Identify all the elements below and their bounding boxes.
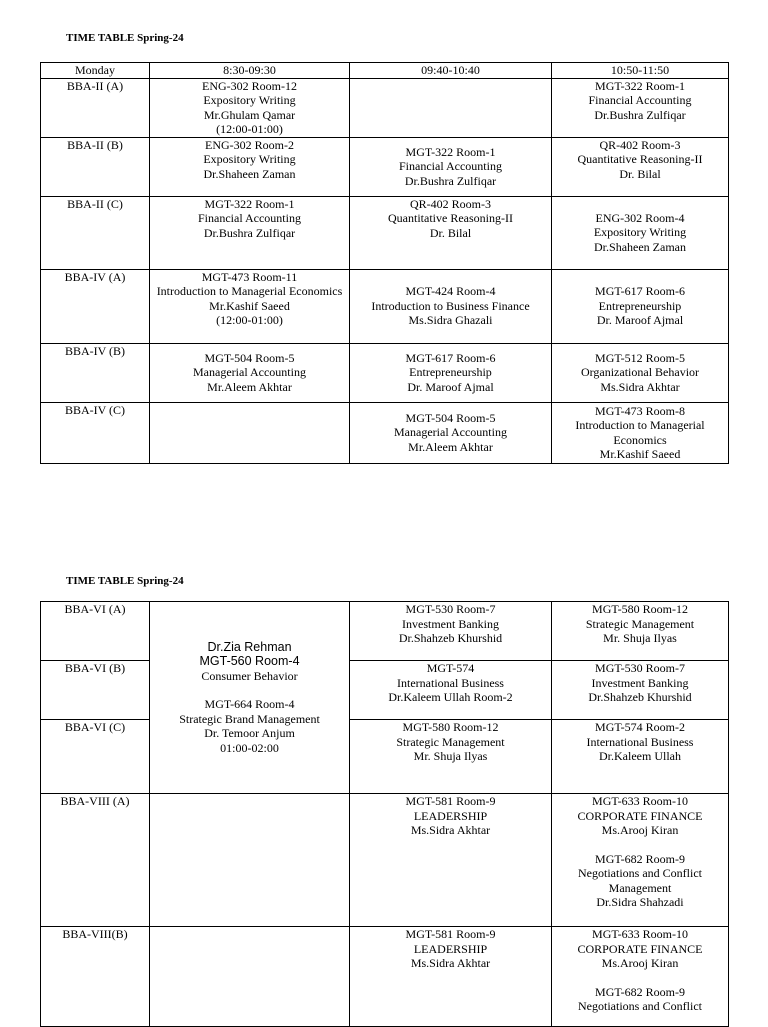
slot-cell [552,137,729,196]
slot-cell [552,794,729,927]
cell-line: MGT-530 Room-7 [595,661,685,675]
cell-line: MGT-617 Room-6 [405,350,496,365]
cell-line: Ms.Arooj Kiran [601,956,679,970]
cell-line: Mr. Shuja Ilyas [603,631,677,645]
monday-timetable-table [40,62,729,464]
cell-line: ENG-302 Room-4 [595,210,685,225]
cell-line: Expository Writing [203,152,296,166]
cell-line: (12:00-01:00) [216,122,283,136]
cell-line: LEADERSHIP [413,808,488,823]
cell-line: QR-402 Room-3 [599,137,681,152]
cell-line: Expository Writing [593,225,687,240]
class-name: BBA-VI (C) [41,720,150,794]
class-name: BBA-II (A) [41,78,150,137]
timetable-title: TIME TABLE Spring-24 [66,32,184,44]
merged-slot-cell [150,602,350,794]
cell-line: Ms.Arooj Kiran [601,823,679,837]
cell-line: MGT-530 Room-7 [405,602,496,616]
slot-cell [552,196,729,269]
slot-cell [552,927,729,1027]
slot-cell [552,602,729,661]
table-row [41,927,729,1027]
class-time: 01:00-02:00 [220,740,279,755]
slot-cell [350,602,552,661]
slot-cell [150,78,350,137]
cell-line: Strategic Management [396,734,505,749]
cell-line: Mr.Aleem Akhtar [408,439,493,454]
cell-line: (12:00-01:00) [216,313,283,327]
cell-line: Dr.Shaheen Zaman [203,166,296,181]
cell-line: Financial Accounting [399,159,502,174]
cell-line: Financial Accounting [588,93,692,107]
cell-line: Dr. Maroof Ajmal [407,379,494,394]
cell-line: QR-402 Room-3 [410,196,491,211]
cell-line: Negotiations and Conflict [578,999,702,1013]
table-row [41,602,729,661]
cell-line: MGT-617 Room-6 [595,284,685,299]
cell-line: Negotiations and Conflict [578,866,702,880]
cell-line: Dr.Shahzeb Khurshid [398,631,503,645]
cell-line: Quantitative Reasoning-II [388,211,513,225]
slot-cell [552,78,729,137]
slot-header-1: 8:30-09:30 [150,63,350,79]
cell-line: MGT-473 Room-11 [201,269,298,284]
bba-vi-viii-timetable-table [40,601,729,1027]
slot-cell [552,343,729,402]
cell-line: CORPORATE FINANCE [577,808,703,823]
cell-line: MGT-504 Room-5 [405,410,496,425]
cell-line: MGT-504 Room-5 [204,350,295,365]
cell-line: Strategic Management [585,616,695,631]
teacher-name: Dr. Temoor Anjum [204,726,295,741]
cell-line: MGT-682 Room-9 [595,851,685,866]
course-name: Consumer Behavior [201,668,298,683]
slot-cell [552,720,729,794]
cell-line: Quantitative Reasoning-II [577,152,703,166]
cell-line: Managerial Accounting [193,365,306,380]
spacer [554,838,726,852]
slot-cell [150,343,350,402]
cell-line: ENG-302 Room-2 [205,137,294,152]
cell-line: Dr.Kaleem Ullah [599,749,681,763]
slot-cell [350,794,552,927]
table-row [41,794,729,927]
cell-line: CORPORATE FINANCE [577,941,703,956]
cell-line: Mr. Shuja Ilyas [413,749,488,763]
slot-cell [150,269,350,343]
slot-cell-empty [150,794,350,927]
cell-line: MGT-581 Room-9 [405,794,496,808]
class-name: BBA-IV (B) [41,343,150,402]
cell-line: MGT-682 Room-9 [595,984,685,999]
cell-line: Dr.Bushra Zulfiqar [594,107,686,122]
class-name: BBA-VIII (A) [41,794,150,927]
instructor-name: Dr.Zia Rehman [207,639,292,654]
cell-line: Investment Banking [591,675,689,690]
slot-cell [350,343,552,402]
slot-cell [150,137,350,196]
slot-header-2: 09:40-10:40 [350,63,552,79]
spacer [152,683,347,697]
cell-line: MGT-633 Room-10 [592,927,688,941]
cell-line: MGT-633 Room-10 [592,794,688,808]
cell-line: Financial Accounting [198,211,301,225]
course-code: MGT-560 Room-4 [199,654,300,669]
cell-line: Entrepreneurship [409,365,492,380]
cell-line: Mr.Kashif Saeed [599,447,681,461]
timetable-title-2: TIME TABLE Spring-24 [66,575,184,587]
slot-cell [552,269,729,343]
cell-line: International Business [586,734,694,749]
cell-line: Mr.Kashif Saeed [209,298,290,313]
table-row [41,343,729,402]
table-row [41,661,729,720]
slot-cell [350,196,552,269]
class-name: BBA-VI (B) [41,661,150,720]
cell-line: Introduction to Business Finance [371,298,530,313]
class-name: BBA-II (C) [41,196,150,269]
cell-line: MGT-322 Room-1 [595,78,685,93]
slot-cell [350,720,552,794]
spacer [554,971,726,985]
cell-line: Introduction to Managerial Economics [156,284,343,298]
cell-line: Investment Banking [402,616,499,631]
cell-line: Mr.Ghulam Qamar [203,107,296,122]
cell-line: Dr.Bushra Zulfiqar [203,225,296,240]
slot-cell [350,661,552,720]
slot-cell [350,78,552,137]
cell-line: Management [608,880,672,895]
cell-line: Ms.Sidra Akhtar [410,956,491,970]
table-row [41,78,729,137]
cell-line: Ms.Sidra Akhtar [600,379,680,394]
table-row [41,137,729,196]
course-code: MGT-664 Room-4 [204,697,295,712]
slot-header-3: 10:50-11:50 [552,63,729,79]
slot-cell [350,927,552,1027]
cell-line: International Business [397,675,504,690]
class-name: BBA-IV (C) [41,402,150,463]
cell-line: MGT-512 Room-5 [595,350,685,365]
course-name: Strategic Brand Management [179,711,320,726]
cell-line: Organizational Behavior [580,365,700,380]
cell-line: Dr. Maroof Ajmal [596,313,684,328]
cell-line: Dr.Shahzeb Khurshid [588,690,692,704]
day-header: Monday [41,63,150,79]
slot-cell [350,137,552,196]
class-name: BBA-VIII(B) [41,927,150,1027]
cell-line: Dr.Kaleem Ullah Room-2 [388,690,513,704]
cell-line: MGT-574 Room-2 [595,720,685,734]
cell-line: Expository Writing [203,93,296,107]
cell-line: ENG-302 Room-12 [202,78,297,93]
slot-cell [350,402,552,463]
table-row [41,402,729,463]
cell-line: Ms.Sidra Akhtar [410,823,491,837]
slot-cell [150,402,350,463]
table-row [41,196,729,269]
cell-line: MGT-574 [426,661,475,675]
cell-line: MGT-322 Room-1 [204,196,295,211]
cell-line: MGT-580 Room-12 [402,720,499,734]
table-header-row [41,63,729,79]
cell-line: Dr. Bilal [619,166,661,181]
cell-line: Dr.Sidra Shahzadi [596,895,684,909]
cell-line: MGT-322 Room-1 [405,144,496,159]
slot-cell [552,661,729,720]
cell-line: Dr.Shaheen Zaman [594,239,686,254]
cell-line: Entrepreneurship [598,298,682,313]
cell-line: Ms.Sidra Ghazali [408,313,493,328]
cell-line: Introduction to Managerial Economics [575,418,705,447]
class-name: BBA-IV (A) [41,269,150,343]
cell-line: LEADERSHIP [413,941,488,956]
slot-cell [552,402,729,463]
cell-line: Dr.Bushra Zulfiqar [404,173,497,188]
slot-cell [350,269,552,343]
class-name: BBA-II (B) [41,137,150,196]
table-row [41,269,729,343]
slot-cell-empty [150,927,350,1027]
cell-line: MGT-424 Room-4 [405,284,496,299]
cell-line: Managerial Accounting [394,425,507,440]
slot-cell [150,196,350,269]
table-row [41,720,729,794]
cell-line: Mr.Aleem Akhtar [207,379,292,394]
cell-line: MGT-581 Room-9 [405,927,496,941]
cell-line: MGT-473 Room-8 [595,403,685,418]
cell-line: Dr. Bilal [429,225,472,240]
class-name: BBA-VI (A) [41,602,150,661]
cell-line: MGT-580 Room-12 [592,602,688,616]
